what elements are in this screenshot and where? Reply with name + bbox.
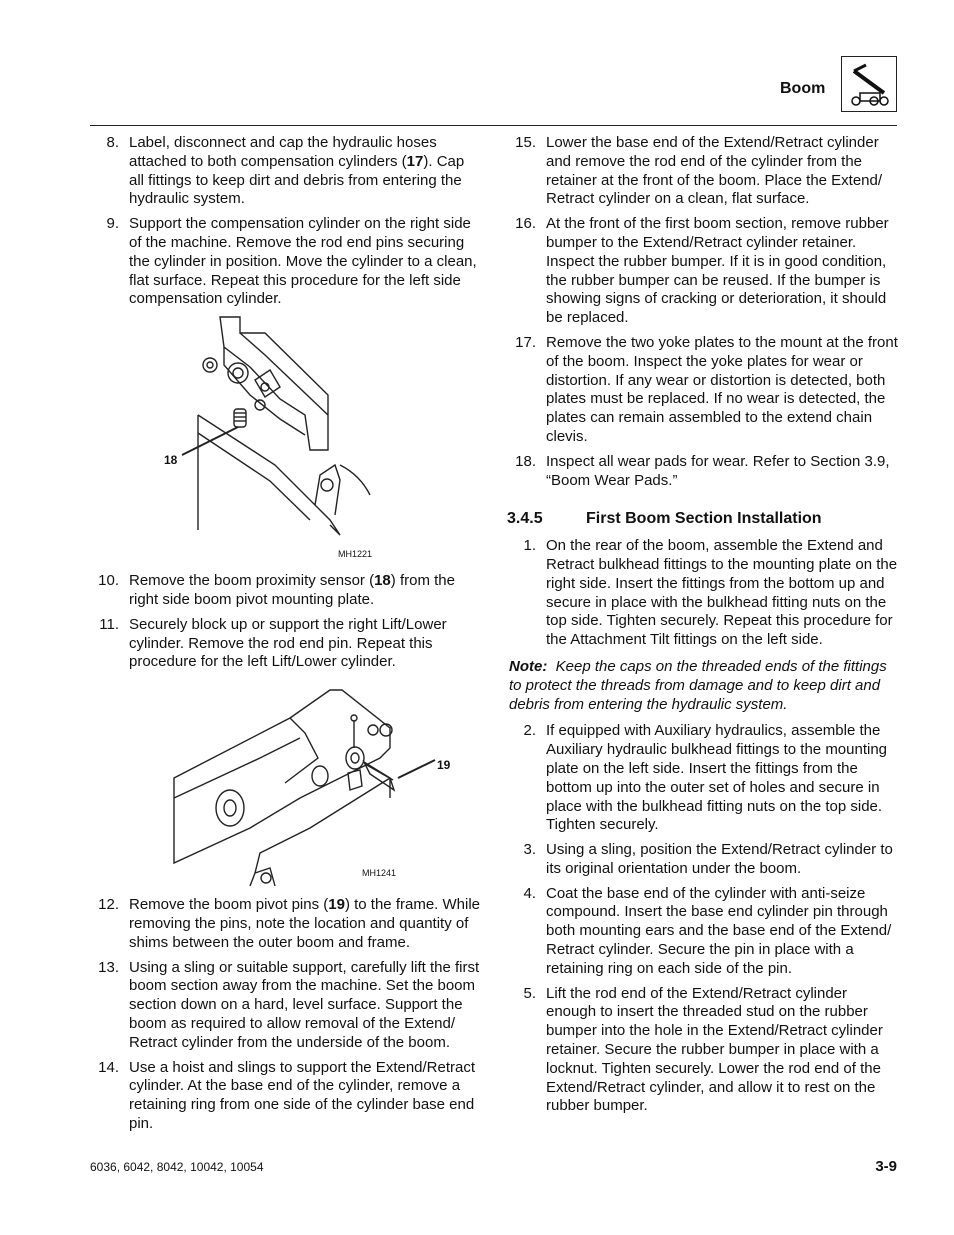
step-text: [536, 215, 899, 328]
list-item: [507, 453, 899, 491]
step-number-cell: [90, 1059, 119, 1134]
right-steps-a: [507, 134, 899, 490]
step-text-bold: 19: [328, 896, 345, 914]
list-item: [90, 896, 482, 952]
step-text-pre: Remove the boom proximity sensor (: [129, 572, 375, 590]
left-steps-a: [90, 134, 482, 309]
list-item: [507, 215, 899, 328]
step-text: [119, 1059, 482, 1134]
page-header-title: Boom: [780, 80, 826, 97]
step-text-body: If equipped with Auxiliary hydraulics, assemble the Auxiliary hydraulic bulkhead fittings to the mounting plate on the left side. Insert the fittings from the bottom up into the outer set of holes and secure in place with the bulkhead fitting nuts on the top side. Tighten securely.: [546, 722, 888, 834]
page-number: 3-9: [875, 1158, 897, 1175]
step-number: 15.: [515, 134, 536, 151]
step-text-body: Lift the rod end of the Extend/Retract cylinder enough to insert the threaded stud on the rubber bumper into the hole in the Extend/Retract cylinder retainer. Secure the rubber bumper in place with a locknut. Tighten securely. Lower the rod end of the Extend/Retract cylinder, and allow it to rest on the rubber bumper.: [546, 984, 883, 1115]
step-number: 14.: [98, 1058, 119, 1076]
step-number-cell: [90, 616, 119, 672]
step-text-post: ). Cap all fittings to keep dirt and debris from entering the hydraulic system.: [129, 152, 465, 208]
step-number: 18.: [515, 452, 536, 470]
step-text: [536, 885, 899, 979]
step-text: [119, 896, 482, 952]
step-number-cell: [507, 134, 536, 209]
step-number-cell: [90, 215, 119, 309]
step-text: [536, 722, 899, 835]
telehandler-icon: [841, 56, 897, 112]
figure-code-mh1221: MH1221: [338, 549, 373, 560]
list-item: [90, 959, 482, 1053]
step-number: 2.: [523, 722, 536, 740]
figure-code-mh1241: MH1241: [362, 868, 397, 879]
step-text-body: Lower the base end of the Extend/Retract cylinder and remove the rod end of the cylinder from the retainer at the front of the boom. Place the Extend/ Retract cylinder on a clean, flat surface.: [546, 134, 883, 208]
step-number-cell: [507, 334, 536, 447]
step-text-post: ) from the right side boom pivot mounting plate.: [129, 572, 455, 608]
step-number: 11.: [99, 615, 119, 633]
step-text: [119, 572, 482, 610]
callout-19: 19: [437, 758, 451, 773]
step-text: [536, 453, 899, 491]
step-number-cell: [507, 885, 536, 979]
step-number-cell: [507, 537, 536, 650]
step-text-body: Using a sling, position the Extend/Retract cylinder to its original orientation under the boom.: [546, 841, 893, 877]
step-number-cell: [507, 453, 536, 491]
boom-pivot-pin-illustration: [90, 678, 482, 890]
right-column: [507, 134, 899, 1122]
figure-mh1221: [90, 315, 482, 560]
step-text-pre: Securely block up or support the right Lift/Lower cylinder. Remove the rod end pin. Repeat this procedure for the left Lift/Lower cylinder.: [129, 615, 447, 671]
right-steps-c: [507, 722, 899, 1116]
step-text: [536, 985, 899, 1117]
step-text-body: At the front of the first boom section, remove rubber bumper to the Extend/Retract cylinder retainer. Inspect the rubber bumper. If it is in good condition, the rubber bumper can be reused. If the bumper is showing signs of cracking or deterioration, it should be replaced.: [546, 215, 889, 327]
list-item: [90, 215, 482, 309]
step-text-body: Remove the two yoke plates to the mount at the front of the boom. Inspect the yoke plates for wear or distortion. If any wear or distortion is detected, both plates must be replaced. If no wear is detected, the plates can remain assembled to the extend chain clevis.: [546, 333, 898, 445]
list-item: [507, 985, 899, 1117]
step-text: [536, 537, 899, 650]
step-number-cell: [90, 896, 119, 952]
figure-mh1241: [90, 678, 482, 890]
step-number: 12.: [98, 896, 119, 914]
step-text-bold: 18: [374, 572, 391, 590]
step-number: 3.: [523, 841, 536, 859]
step-number: 10.: [98, 572, 119, 590]
step-number-cell: [507, 722, 536, 835]
step-text: [119, 959, 482, 1053]
step-number: 13.: [98, 958, 119, 976]
left-steps-c: [90, 896, 482, 1134]
proximity-sensor-illustration: [90, 315, 482, 560]
right-steps-b: [507, 537, 899, 650]
callout-18: 18: [164, 453, 178, 468]
step-text-pre: Use a hoist and slings to support the Extend/Retract cylinder. At the base end of the cylinder, remove a retaining ring from one side of the cylinder base end pin.: [129, 1058, 476, 1132]
step-number-cell: [90, 959, 119, 1053]
step-text-pre: Remove the boom pivot pins (: [129, 896, 329, 914]
step-text: [119, 215, 482, 309]
list-item: [507, 537, 899, 650]
step-text-pre: Support the compensation cylinder on the right side of the machine. Remove the rod end pins securing the cylinder in position. Move the cylinder to a clean, flat surface. Repeat this procedure for the left side compensation cylinder.: [129, 215, 477, 308]
list-item: [90, 1059, 482, 1134]
step-number: 1.: [523, 537, 536, 555]
list-item: [90, 572, 482, 610]
list-item: [507, 885, 899, 979]
step-number: 17.: [515, 333, 536, 351]
step-number: 4.: [523, 884, 536, 902]
step-number: 5.: [523, 984, 536, 1002]
section-number: 3.4.5: [507, 510, 543, 528]
list-item: [90, 616, 482, 672]
step-number-cell: [90, 572, 119, 610]
step-text-bold: 17: [406, 152, 424, 170]
list-item: [507, 134, 899, 209]
step-number: 9.: [106, 215, 119, 233]
step-number-cell: [507, 215, 536, 328]
step-number-cell: [90, 134, 119, 209]
header-rule: [90, 125, 897, 126]
step-number: 16.: [515, 215, 536, 233]
step-text-body: Coat the base end of the cylinder with anti-seize compound. Insert the base end cylinder pin through both mounting ears and the base end of the Extend/ Retract cylinder. Secure the pin in place with a retaining ring on each side of the pin.: [546, 884, 892, 977]
section-heading: [507, 510, 899, 529]
section-title: First Boom Section Installation: [586, 510, 822, 528]
step-number-cell: [507, 841, 536, 879]
step-number: 8.: [106, 134, 119, 151]
step-text-post: ) to the frame. While removing the pins, note the location and quantity of shims between the outer boom and frame.: [129, 896, 480, 951]
step-text: [536, 841, 899, 879]
step-text: [119, 134, 482, 209]
step-text-body: Inspect all wear pads for wear. Refer to Section 3.9, “Boom Wear Pads.”: [546, 452, 890, 489]
note-text: Keep the caps on the threaded ends of the fittings to protect the threads from damage and to keep dirt and debris from entering the hydraulic system.: [509, 657, 887, 713]
left-steps-b: [90, 572, 482, 672]
step-text-pre: Using a sling or suitable support, carefully lift the first boom section away from the machine. Set the boom section down on a hard, level surface. Support the boom as required to allow removal of the Extend/ Retract cylinder from the underside of the boom.: [129, 958, 480, 1051]
step-text-pre: Label, disconnect and cap the hydraulic hoses attached to both compensation cylinders (: [129, 134, 437, 170]
step-text: [536, 134, 899, 209]
step-text: [536, 334, 899, 447]
note: [509, 658, 899, 714]
step-text-body: On the rear of the boom, assemble the Extend and Retract bulkhead fittings to the mounting plate on the right side. Insert the fittings from the bottom up and secure in place with the bulkhead fitting nuts on the top side. Tighten securely. Repeat this procedure for the Attachment Tilt fittings on the left side.: [546, 537, 898, 649]
footer-models: 6036, 6042, 8042, 10042, 10054: [90, 1160, 264, 1174]
list-item: [507, 841, 899, 879]
step-text: [119, 616, 482, 672]
left-column: [90, 134, 482, 1140]
list-item: [507, 722, 899, 835]
note-label: Note:: [509, 657, 548, 675]
list-item: [90, 134, 482, 209]
list-item: [507, 334, 899, 447]
step-number-cell: [507, 985, 536, 1117]
